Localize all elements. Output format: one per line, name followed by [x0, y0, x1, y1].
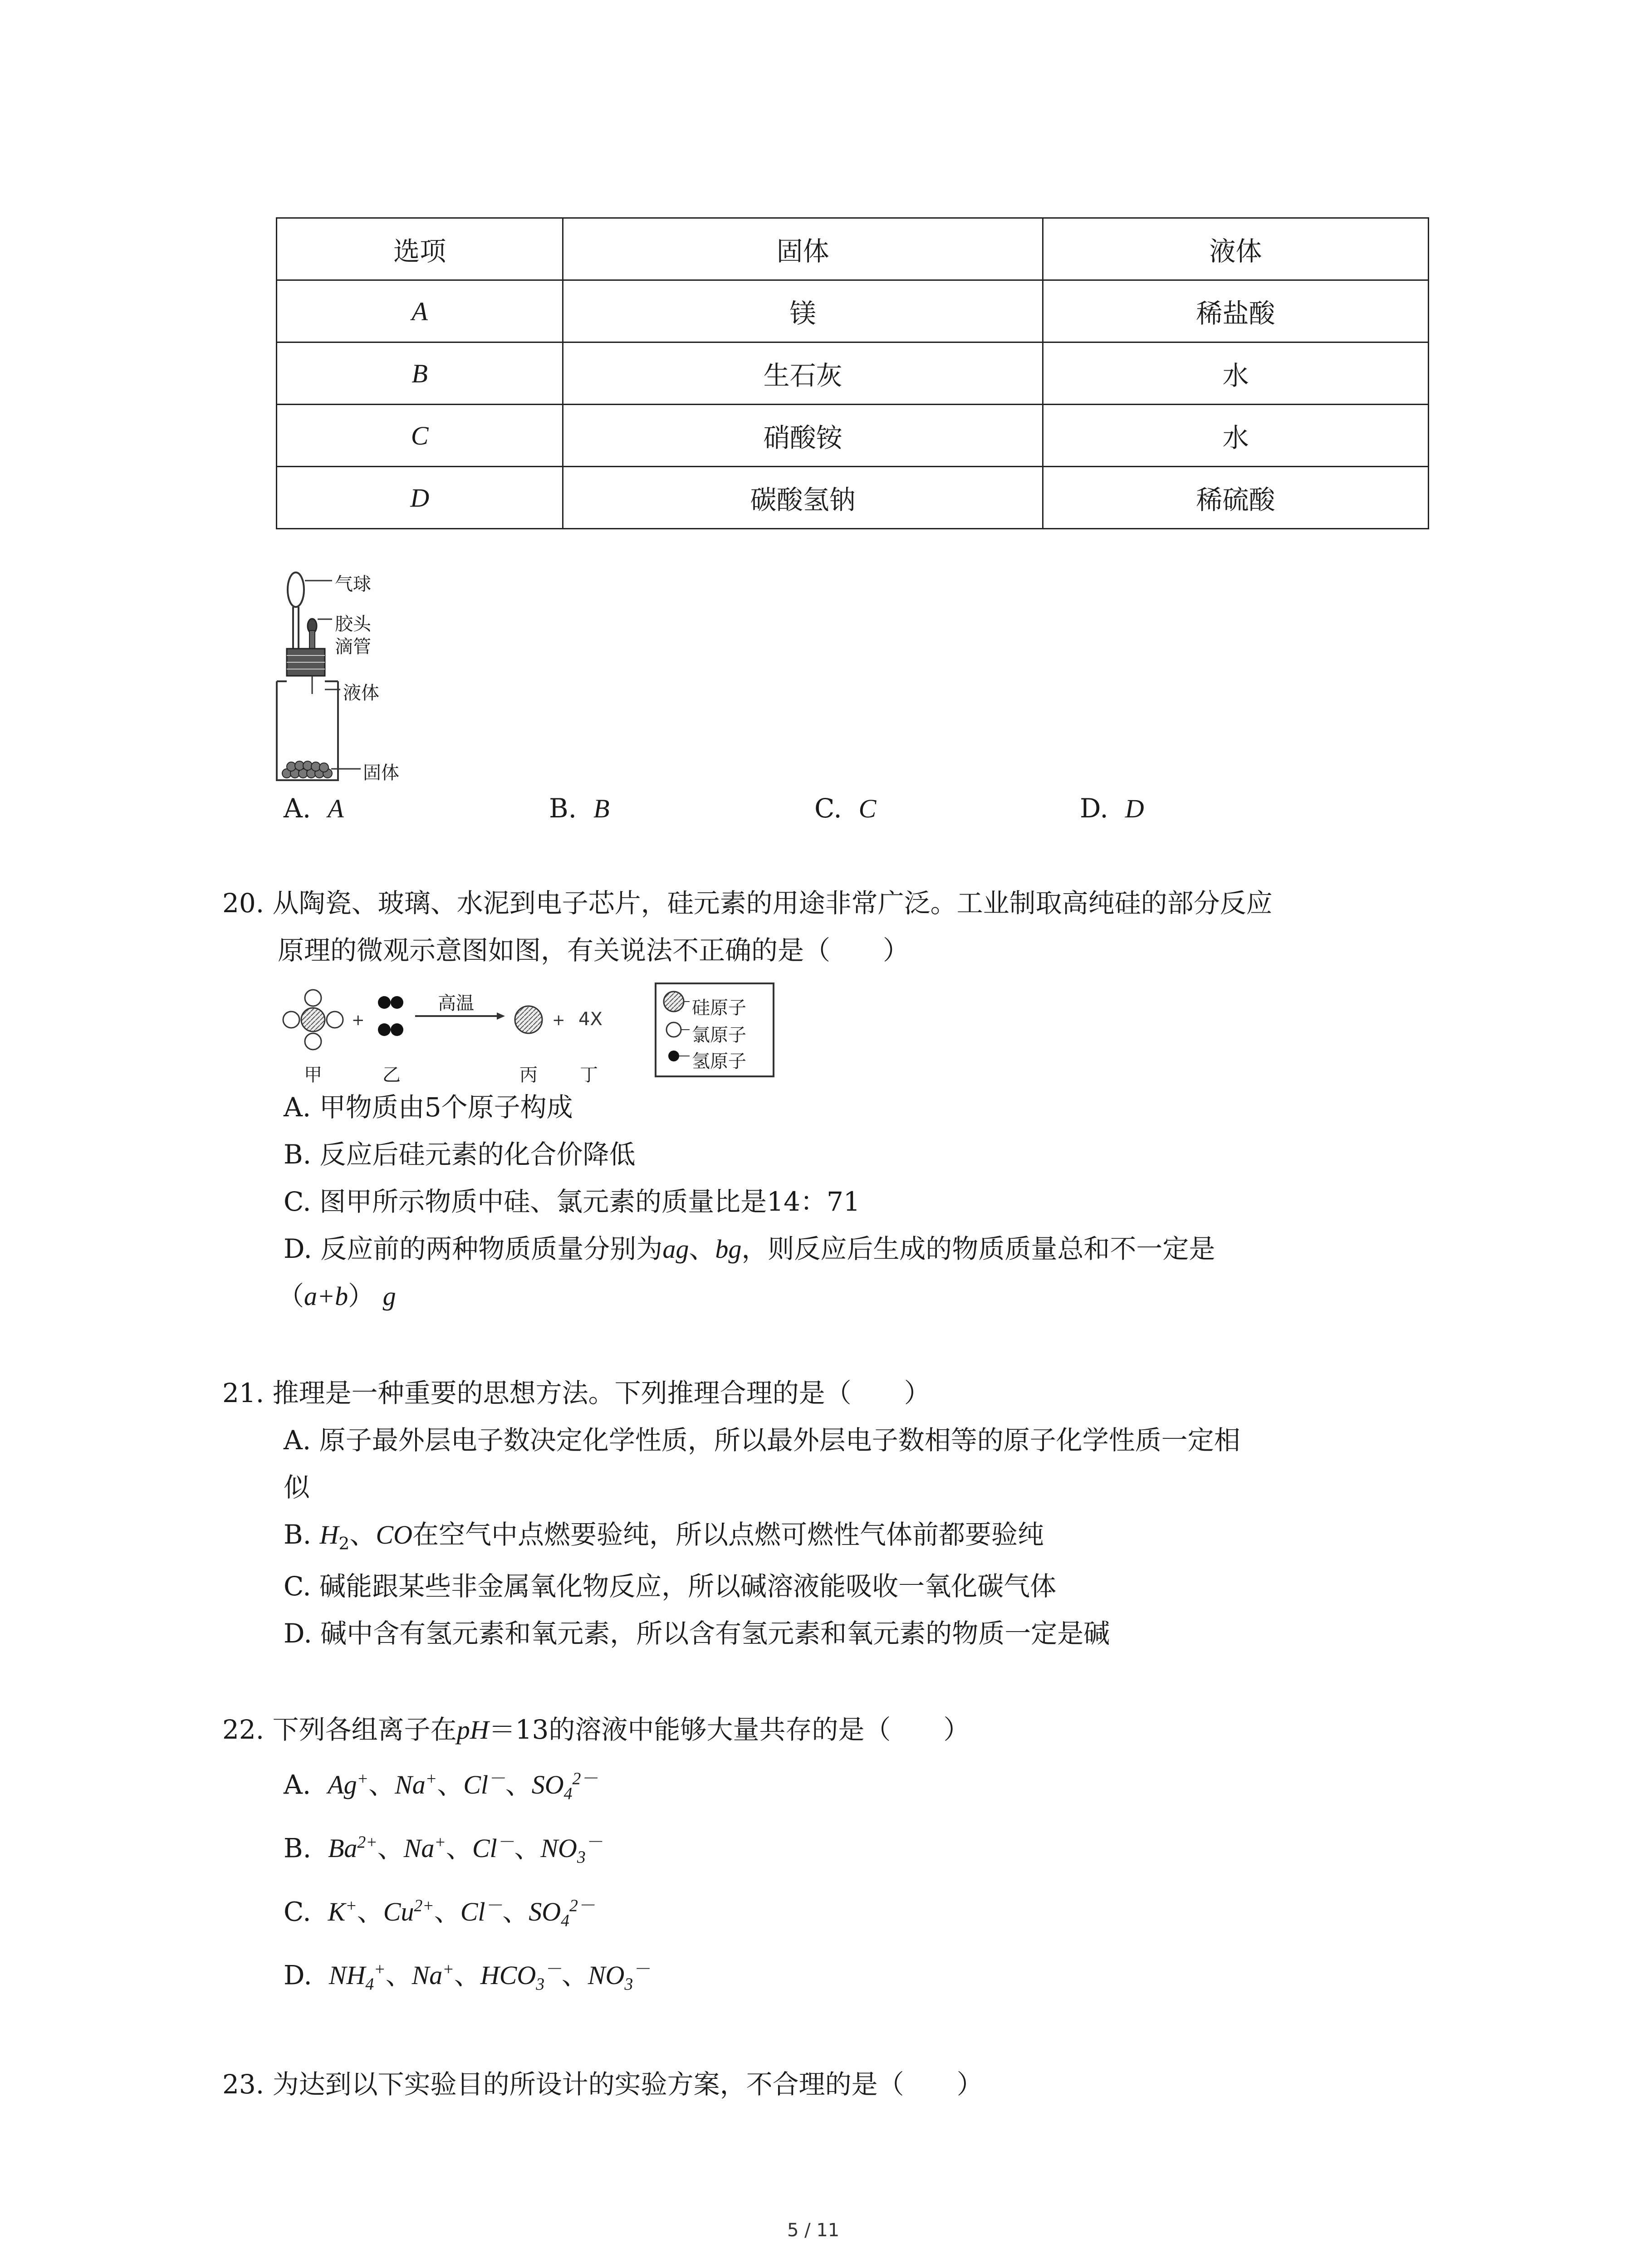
legend-cl: 氯原子 — [692, 1025, 746, 1046]
options-table — [276, 217, 1429, 529]
reaction-diagram — [279, 980, 778, 1084]
q22-option-a[interactable]: A. Ag+、Na+、Cl－、$SO_4^{2-}$ — [284, 1769, 598, 1804]
svg-text:+: + — [352, 1011, 365, 1029]
liquid-label: 液体 — [343, 683, 379, 704]
apparatus-figure — [268, 562, 458, 785]
balloon-label: 气球 — [335, 574, 371, 595]
q22-option-d[interactable]: D. $NH_4^+$、Na+、$HCO_3^-$、$NO_3^-$ — [284, 1960, 650, 1994]
table-row — [277, 342, 1429, 405]
q21-stem: 21. 推理是一种重要的思想方法。下列推理合理的是（ ） — [222, 1378, 931, 1408]
product-4x-label: 4X — [578, 1009, 603, 1030]
flask-balloon-icon — [268, 562, 458, 785]
table-cell: 水 — [1043, 342, 1428, 405]
q19-choice-b[interactable]: B. B — [549, 793, 610, 824]
name-yi: 乙 — [382, 1065, 401, 1085]
q21-option-b[interactable]: B. $H_2$、CO在空气中点燃要验纯，所以点燃可燃性气体前都要验纯 — [284, 1519, 1044, 1554]
table-cell: D — [277, 467, 563, 529]
dropper-label-2: 滴管 — [335, 636, 371, 657]
table-header-row — [277, 218, 1429, 280]
legend-h: 氢原子 — [692, 1051, 746, 1072]
q20-option-d[interactable]: D. 反应前的两种物质质量分别为ag、bg，则反应后生成的物质质量总和不一定是 — [284, 1233, 1215, 1264]
q23-stem: 23. 为达到以下实验目的所设计的实验方案，不合理的是（ ） — [222, 2069, 983, 2100]
table-header-cell: 液体 — [1043, 218, 1428, 280]
name-bing: 丙 — [519, 1065, 538, 1085]
table-cell: 稀硫酸 — [1043, 467, 1428, 529]
page-number: 5 / 11 — [787, 2220, 840, 2241]
table-cell: 水 — [1043, 405, 1428, 467]
table-row — [277, 467, 1429, 529]
table-cell: B — [277, 342, 563, 405]
q21-option-a-line2: 似 — [284, 1472, 310, 1503]
solid-label: 固体 — [363, 763, 399, 783]
dropper-label-1: 胶头 — [335, 614, 371, 635]
svg-text:+: + — [552, 1011, 565, 1029]
table-row — [277, 280, 1429, 342]
q22-option-b[interactable]: B. $Ba^{2+}$、Na+、Cl－、$NO_3^-$ — [284, 1833, 603, 1867]
table-cell: 碳酸氢钠 — [563, 467, 1043, 529]
table-header-cell: 固体 — [563, 218, 1043, 280]
table-header-cell: 选项 — [277, 218, 563, 280]
table-cell: C — [277, 405, 563, 467]
table-row — [277, 405, 1429, 467]
q20-option-c[interactable]: C. 图甲所示物质中硅、氯元素的质量比是14：71 — [284, 1186, 860, 1217]
table-cell: A — [277, 280, 563, 342]
q22-option-c[interactable]: C. K+、$Cu^{2+}$、Cl－、$SO_4^{2-}$ — [284, 1896, 595, 1931]
q19-choice-d[interactable]: D. D — [1080, 793, 1144, 824]
name-jia: 甲 — [304, 1065, 322, 1085]
q22-stem: 22. 下列各组离子在pH＝13的溶液中能够大量共存的是（ ） — [222, 1714, 970, 1745]
q20-stem-line1: 20. 从陶瓷、玻璃、水泥到电子芯片，硅元素的用途非常广泛。工业制取高纯硅的部分反应 — [222, 888, 1273, 919]
legend-si: 硅原子 — [692, 997, 746, 1018]
q20-option-a[interactable]: A. 甲物质由5个原子构成 — [284, 1092, 573, 1123]
q19-choice-a[interactable]: A. A — [284, 793, 344, 824]
q20-stem-line2: 原理的微观示意图如图，有关说法不正确的是（ ） — [278, 935, 910, 966]
q19-choice-c[interactable]: C. C — [814, 793, 877, 824]
q21-option-c[interactable]: C. 碱能跟某些非金属氧化物反应，所以碱溶液能吸收一氧化碳气体 — [284, 1571, 1057, 1602]
q21-option-d[interactable]: D. 碱中含有氢元素和氧元素，所以含有氢元素和氧元素的物质一定是碱 — [284, 1618, 1110, 1649]
name-ding: 丁 — [580, 1065, 598, 1085]
table-cell: 生石灰 — [563, 342, 1043, 405]
arrow-condition-label: 高温 — [438, 993, 474, 1014]
q21-option-a[interactable]: A. 原子最外层电子数决定化学性质，所以最外层电子数相等的原子化学性质一定相 — [284, 1425, 1240, 1456]
table-cell: 硝酸铵 — [563, 405, 1043, 467]
q20-option-b[interactable]: B. 反应后硅元素的化合价降低 — [284, 1139, 636, 1170]
q20-option-d-line2: （a+b） g — [278, 1281, 396, 1311]
table-cell: 稀盐酸 — [1043, 280, 1428, 342]
table-cell: 镁 — [563, 280, 1043, 342]
